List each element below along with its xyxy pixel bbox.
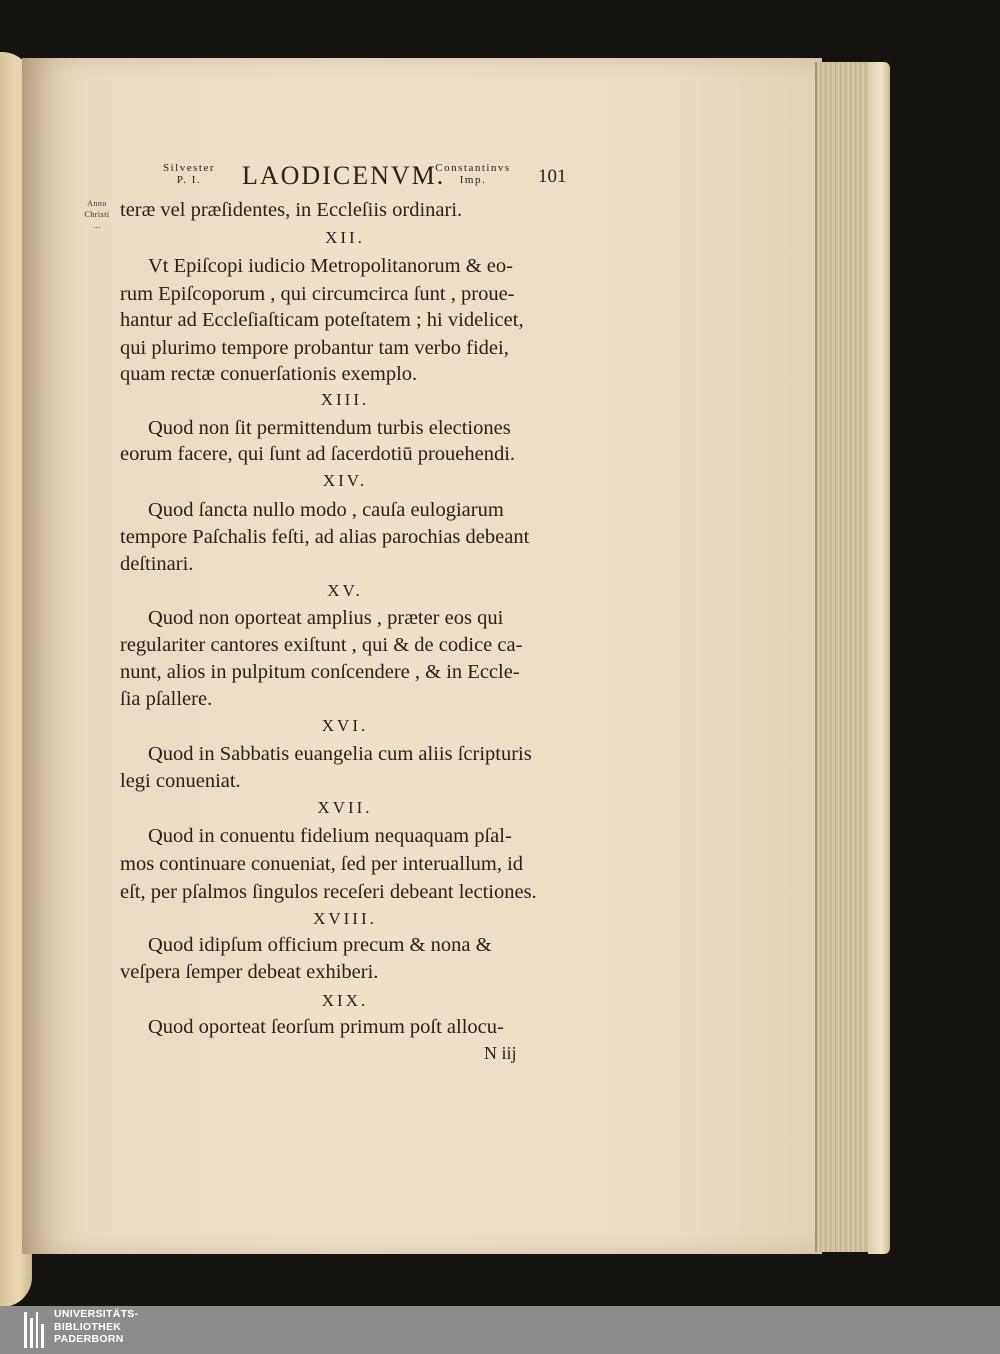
text-line: ſia pſallere. [120,688,213,710]
text-line: tempore Paſchalis feſti, ad alias parochias debeant [120,526,530,548]
running-head-left-bottom: P. I. [176,174,202,186]
text-line: quam rectæ conuerſationis exemplo. [120,363,418,385]
canon-heading: XVI. [321,716,369,735]
text-line: Quod idipſum officium precum & nona & [148,934,492,956]
canon-heading: XIII. [320,390,370,409]
book-cover-edge [868,62,890,1254]
text-line: nunt, alios in pulpitum conſcendere , & in Eccle- [120,661,520,683]
library-logo-line1: UNIVERSITÄTS- [54,1308,139,1320]
text-line: Quod ſancta nullo modo , cauſa eulogiarum [148,499,504,521]
running-head-right-top: Constantinvs [435,162,511,174]
library-footer-bar [0,1306,1000,1354]
canon-heading: XVIII. [313,909,377,928]
library-logo-line3: PADERBORN [54,1333,124,1345]
canon-heading: XIV. [322,471,368,490]
text-line: deſtinari. [120,553,194,575]
library-logo-icon [24,1312,44,1348]
running-head-left [150,162,228,192]
running-head-right [418,162,528,192]
canon-heading: XIX. [321,991,369,1010]
signature-mark: N iij [484,1043,517,1063]
margin-note [75,198,119,231]
text-line: hantur ad Eccleſiaſticam poteſtatem ; hi videlicet, [120,309,524,331]
text-line: regulariter cantores exiſtunt , qui & de codice ca- [120,634,523,656]
library-logo-text [54,1308,138,1346]
canon-heading: XII. [325,228,365,247]
text-line: Quod non oporteat amplius , præter eos qui [148,607,504,629]
margin-note-line1: Anno [87,199,107,208]
canon-heading: XV. [327,581,363,600]
text-line: rum Epiſcoporum , qui circumcirca ſunt , proue- [120,283,515,305]
text-line: Quod in conuentu fidelium nequaquam pſal- [148,825,512,847]
canon-heading: XVII. [317,798,373,817]
text-line: legi conueniat. [120,770,241,792]
text-line: Vt Epiſcopi iudicio Metropolitanorum & eo- [148,255,513,277]
text-line: eorum facere, qui ſunt ad ſacerdotiū prouehendi. [120,443,516,465]
running-head-right-bottom: Imp. [459,174,487,186]
margin-note-line3: ... [93,221,101,230]
text-line: Quod oporteat ſeorſum primum poſt allocu- [148,1016,504,1038]
page-number: 101 [538,166,567,187]
text-line: Quod in Sabbatis euangelia cum aliis ſcripturis [148,743,532,765]
running-head-left-top: Silvester [163,162,215,174]
text-line: Quod non ſit permittendum turbis electiones [148,417,511,439]
text-line: eſt, per pſalmos ſingulos receſeri debeant lectiones. [120,881,537,903]
running-head-title: LAODICENVM. [242,161,446,190]
text-line: qui plurimo tempore probantur tam verbo fidei, [120,337,509,359]
text-line: mos continuare conueniat, ſed per interuallum, id [120,853,524,875]
library-logo-line2: BIBLIOTHEK [54,1320,122,1333]
text-line: veſpera ſemper debeat exhiberi. [120,961,379,983]
margin-note-line2: Christi [84,210,110,219]
text-line: teræ vel præſidentes, in Eccleſiis ordinari. [120,199,463,221]
